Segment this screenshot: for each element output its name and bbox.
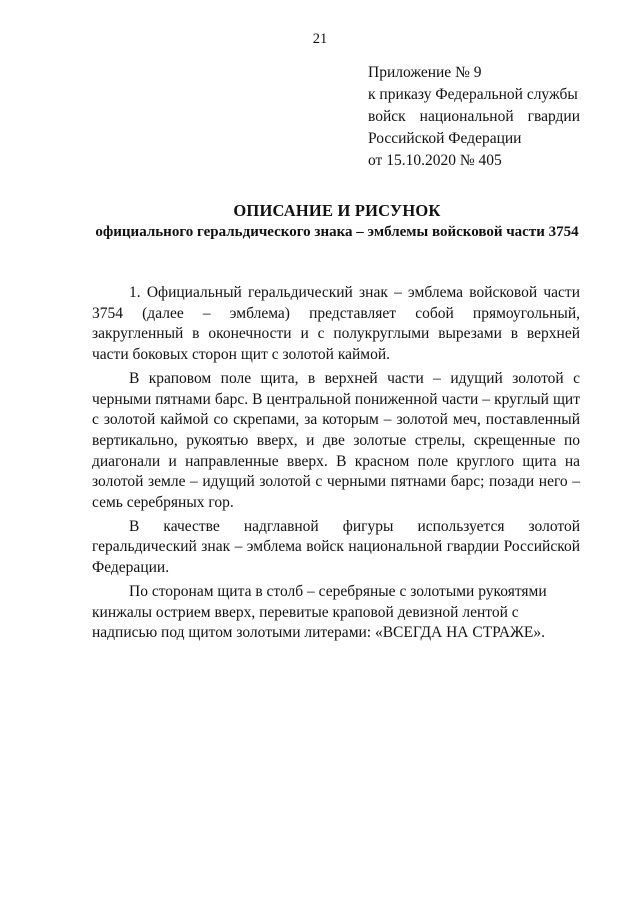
page-number: 21 [312,31,328,47]
paragraph: В качестве надглавной фигуры используется золотой геральдический знак – эмблема войск национальной гвардии Российской Федерации. [92,517,580,577]
appendix-country: Российской Федерации [368,130,522,147]
appendix-service-name: войск национальной гвардии [368,108,580,125]
appendix-header [368,62,580,172]
appendix-order-date: от 15.10.2020 № 405 [368,152,502,169]
document-title: ОПИСАНИЕ И РИСУНОК [233,201,441,220]
document-subtitle: официального геральдического знака – эмблемы войсковой части 3754 [95,224,579,240]
paragraph: По сторонам щита в столб – серебряные с золотыми рукоятями кинжалы острием вверх, перевитые краповой девизной лентой с надписью под щитом золотыми литерами: «ВСЕГДА НА СТРАЖЕ». [92,582,547,642]
paragraph: 1. Официальный геральдический знак – эмблема войсковой части 3754 (далее – эмблема) представляет собой прямоугольный, закругленный в оконечности и с полукруглыми вырезами в верхней части боковых сторон щит с золотой каймой. [92,284,580,364]
appendix-number: Приложение № 9 [368,64,482,81]
appendix-order-ref: к приказу Федеральной службы [368,86,578,103]
document-body [92,283,580,647]
paragraph: В краповом поле щита, в верхней части – идущий золотой с черными пятнами барс. В центральной пониженной части – круглый щит с золотой каймой со скрепами, за которым – золотой меч, поставленный вертикально, рукоятью вверх, и две золотые стрелы, скрещенные по диагонали и направленные вверх. В красном поле круглого щита на золотой земле – идущий золотой с черными пятнами барс; позади него – семь серебряных гор. [92,369,580,512]
